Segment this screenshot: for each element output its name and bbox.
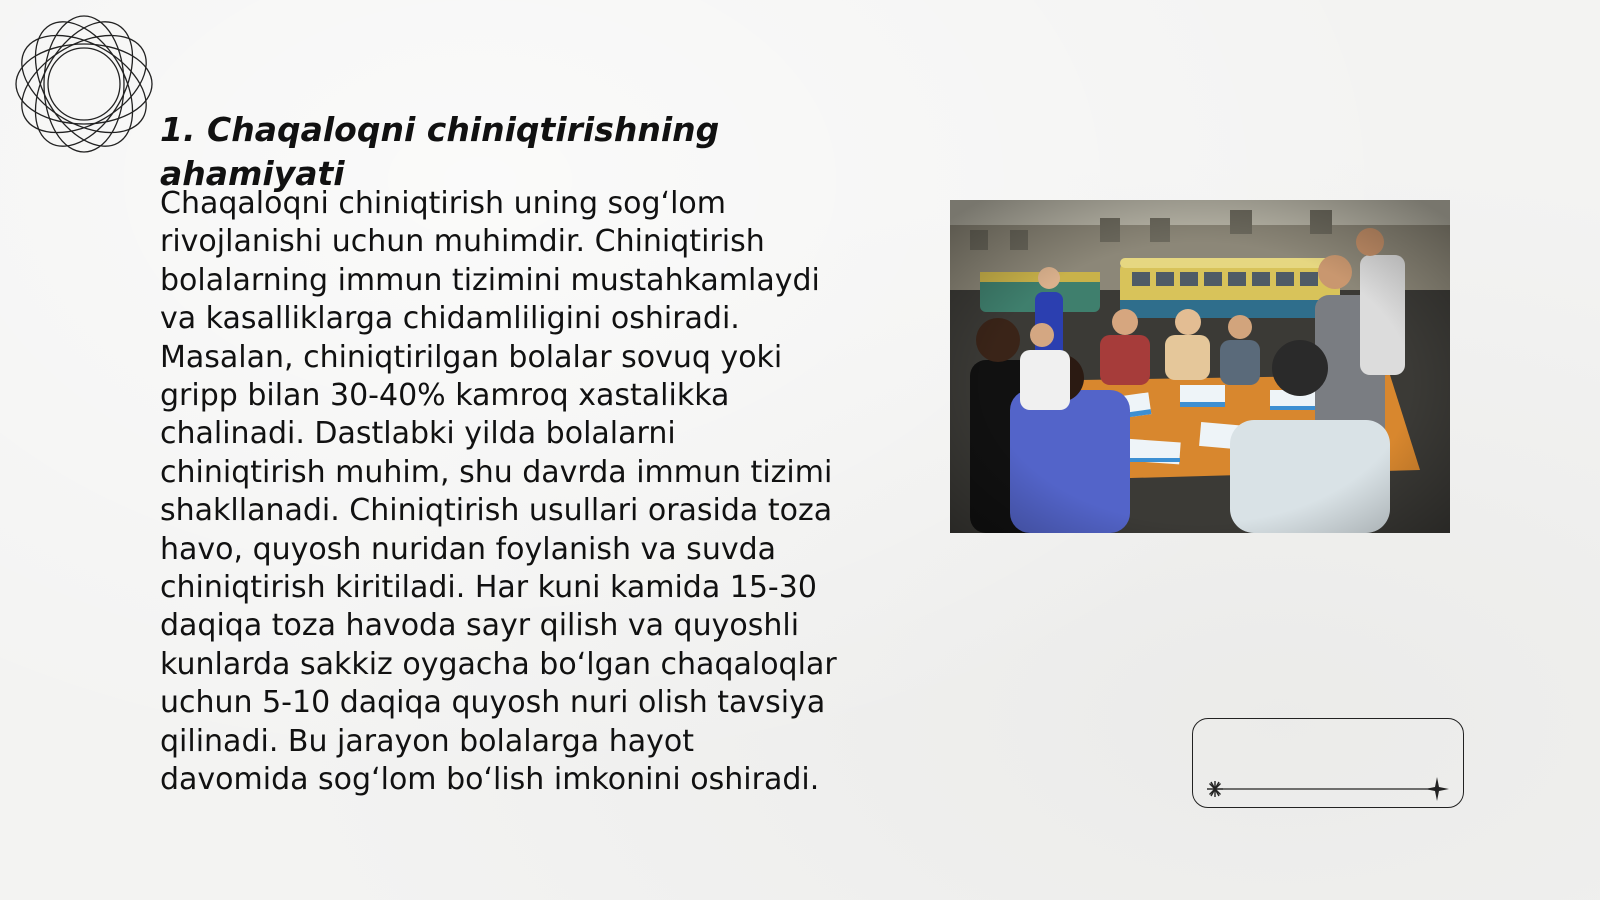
rosette-ellipse [10,15,158,152]
rosette-ellipse [16,44,152,124]
slide-body-text: Chaqaloqni chiniqtirish uning sog‘lom rivojlanishi uchun muhimdir. Chiniqtirish bolalarning immun tizimini mustahkamlaydi va kasalliklarga chidamliligini oshiradi. Masalan, chiniqtirilgan bolalar sovuq yoki gripp bilan 30-40% kamroq xastalikka chalinadi. Dastlabki yilda bolalarni chiniqtirish muhim, shu davrda immun tizimi shakllanadi. Chiniqtirish usullari orasida toza havo, quyosh nuridan foylanish va suvda chiniqtirish kiritiladi. Har kuni kamida 15-30 daqiqa toza havoda sayr qilish va quyoshli kunlarda sakkiz oygacha bo‘lgan chaqaloqlar uchun 5-10 daqiqa quyosh nuri olish tavsiya qilinadi. Bu jarayon bolalarga hayot davomida sog‘lom bo‘lish imkonini oshiradi. [160,186,837,798]
photo-illustration [950,200,1450,533]
rosette-ellipse [15,10,152,158]
sparkle-icon [1425,777,1449,801]
decorative-frame [1192,718,1464,808]
circle-rosette-icon [10,10,158,158]
group-meeting-photo [950,200,1450,533]
rosette-ellipse [10,15,158,152]
rosette-center-circle [48,48,120,120]
rosette-ellipse [15,10,152,158]
starburst-icon [1207,781,1223,797]
slide-title: 1. Chaqaloqni chiniqtirishning ahamiyati [160,110,720,193]
rosette-ellipse [44,16,124,152]
